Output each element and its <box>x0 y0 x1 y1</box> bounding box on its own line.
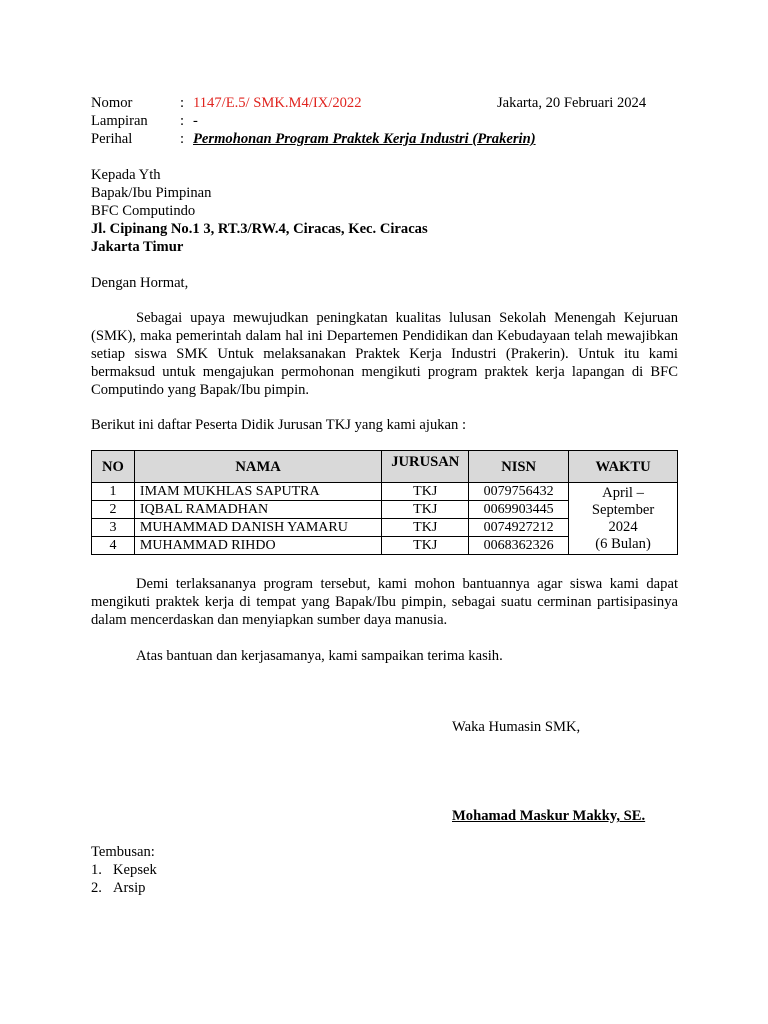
table-row <box>92 483 678 501</box>
cell-nama: MUHAMMAD RIHDO <box>134 537 381 555</box>
signature-title: Waka Humasin SMK, <box>452 719 581 735</box>
tembusan-item-text: Kepsek <box>113 862 157 878</box>
cell-jurusan: TKJ <box>382 483 469 501</box>
header-nisn: NISN <box>469 451 569 483</box>
cell-nisn: 0069903445 <box>469 501 569 519</box>
signature-name: Mohamad Maskur Makky, SE. <box>452 808 646 824</box>
nomor-label: Nomor <box>91 95 133 111</box>
cell-jurusan: TKJ <box>382 519 469 537</box>
cell-nama: IQBAL RAMADHAN <box>134 501 381 519</box>
lampiran-label: Lampiran <box>91 113 148 129</box>
lampiran-colon: : <box>180 113 185 129</box>
perihal-colon: : <box>180 131 185 147</box>
cell-jurusan: TKJ <box>382 501 469 519</box>
recipient-title: Bapak/Ibu Pimpinan <box>91 185 212 201</box>
nomor-value: 1147/E.5/ SMK.M4/IX/2022 <box>193 95 362 111</box>
cell-nisn: 0079756432 <box>469 483 569 501</box>
tembusan-label: Tembusan: <box>91 844 155 860</box>
nomor-colon: : <box>180 95 185 111</box>
recipient-greeting: Kepada Yth <box>91 167 161 183</box>
cell-no: 2 <box>92 501 135 519</box>
recipient-company: BFC Computindo <box>91 203 196 219</box>
table-intro: Berikut ini daftar Peserta Didik Jurusan TKJ yang kami ajukan : <box>91 417 467 433</box>
recipient-address: Jl. Cipinang No.1 3, RT.3/RW.4, Ciracas, Kec. Ciracas <box>91 221 428 237</box>
tembusan-item-number: 2. <box>91 880 102 896</box>
cell-waktu <box>569 483 678 555</box>
tembusan-item-text: Arsip <box>113 880 146 896</box>
body-paragraph-1: Sebagai upaya mewujudkan peningkatan kualitas lulusan Sekolah Menengah Kejuruan (SMK), maka pemerintah dalam hal ini Departemen Pendidikan dan Kebudayaan telah mewajibkan setiap siswa SMK Untuk melaksanakan Praktek Kerja Industri (Prakerin). Untuk itu kami bermaksud untuk mengajukan permohonan mengikuti program praktek kerja lapangan di BFC Computindo yang Bapak/Ibu pimpin. <box>91 310 678 398</box>
cell-no: 1 <box>92 483 135 501</box>
perihal-label: Perihal <box>91 131 133 147</box>
participant-table <box>91 450 678 555</box>
recipient-city: Jakarta Timur <box>91 239 184 255</box>
tembusan-item <box>91 879 146 897</box>
cell-no: 4 <box>92 537 135 555</box>
salutation: Dengan Hormat, <box>91 275 189 291</box>
header-nama: NAMA <box>134 451 381 483</box>
table-header-row <box>92 451 678 483</box>
body-paragraph-2: Demi terlaksananya program tersebut, kami mohon bantuannya agar siswa kami dapat mengikuti praktek kerja di tempat yang Bapak/Ibu pimpin, sebagai suatu cerminan partisipasinya dalam mencerdaskan dan menyiapkan sumber daya manusia. <box>91 576 678 628</box>
cell-nama: MUHAMMAD DANISH YAMARU <box>134 519 381 537</box>
header-waktu: WAKTU <box>569 451 678 483</box>
perihal-value: Permohonan Program Praktek Kerja Industri (Prakerin) <box>193 131 536 147</box>
header-no: NO <box>92 451 135 483</box>
cell-jurusan: TKJ <box>382 537 469 555</box>
cell-nama: IMAM MUKHLAS SAPUTRA <box>134 483 381 501</box>
waktu-line: September <box>591 501 655 518</box>
place-date: Jakarta, 20 Februari 2024 <box>497 95 647 111</box>
cell-nisn: 0074927212 <box>469 519 569 537</box>
cell-no: 3 <box>92 519 135 537</box>
lampiran-value: - <box>193 113 198 129</box>
cell-nisn: 0068362326 <box>469 537 569 555</box>
waktu-line: 2024 <box>608 518 638 535</box>
header-jurusan: JURUSAN <box>382 451 469 483</box>
body-paragraph-3: Atas bantuan dan kerjasamanya, kami sampaikan terima kasih. <box>136 648 503 664</box>
waktu-line: (6 Bulan) <box>595 535 651 552</box>
waktu-line: April – <box>602 484 644 501</box>
tembusan-item-number: 1. <box>91 862 102 878</box>
tembusan-item <box>91 861 157 879</box>
